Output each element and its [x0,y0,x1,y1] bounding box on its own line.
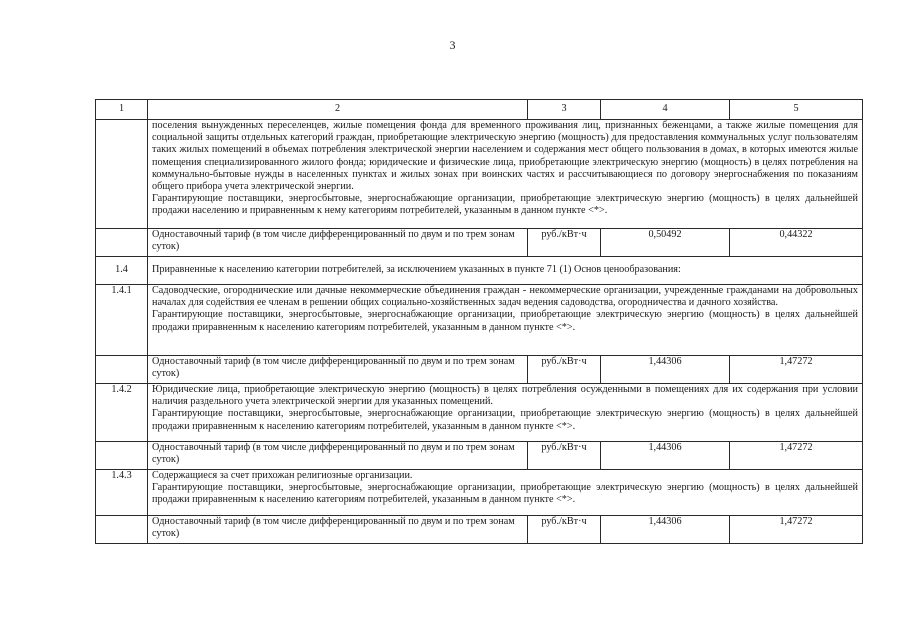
table-row [96,442,863,470]
tariff-label: Одноставочный тариф (в том числе дифференцированный по двум и по трем зонам суток) [148,356,528,384]
column-header-2: 2 [148,100,528,120]
table-row [96,120,863,229]
description-text: Содержащиеся за счет прихожан религиозные организации. [152,470,413,481]
tariff-unit: руб./кВт·ч [528,229,601,257]
item-number-cell [96,516,148,544]
tariff-unit: руб./кВт·ч [528,516,601,544]
section-heading: Приравненные к населению категории потребителей, за исключением указанных в пункте 71 (1) Основ ценообразования: [148,257,863,285]
description-text: Юридические лица, приобретающие электрическую энергию (мощность) в целях потребления осужденными в помещениях для их содержания при условии наличия раздельного учета электрической энергии для указанных помещений. [152,384,858,408]
column-header-4: 4 [601,100,730,120]
column-header-3: 3 [528,100,601,120]
tariff-value-first-half: 1,44306 [601,442,730,470]
tariff-value-second-half: 1,47272 [730,442,863,470]
tariff-value-second-half: 1,47272 [730,356,863,384]
table-row [96,229,863,257]
description-text: поселения вынужденных переселенцев, жилые помещения фонда для временного проживания лиц, признанных беженцами, а также жилые помещения для социальной защиты отдельных категорий граждан, приобретающие электрическую энергию (мощность) для предоставления коммунальных услуг пользователям таких жилых помещений в объемах потребления электрической энергии населением и содержания мест общего пользования в домах, в которых имеются жилые помещения специализированного жилого фонда; юридические и физические лица, приобретающие электрическую энергию (мощность) в целях потребления на коммунально-бытовые нужды в населенных пунктах и жилых зонах при воинских частях и рассчитывающиеся по договору энергоснабжения по показаниям общего прибора учета электрической энергии. [152,120,858,193]
table-row [96,470,863,516]
tariff-value-second-half: 0,44322 [730,229,863,257]
item-number-cell [96,442,148,470]
table-row [96,516,863,544]
tariff-unit: руб./кВт·ч [528,442,601,470]
column-header-5: 5 [730,100,863,120]
tariff-label: Одноставочный тариф (в том числе дифференцированный по двум и по трем зонам суток) [148,442,528,470]
column-header-1: 1 [96,100,148,120]
item-number-cell [96,120,148,229]
tariff-value-second-half: 1,47272 [730,516,863,544]
tariff-unit: руб./кВт·ч [528,356,601,384]
item-number-cell: 1.4.2 [96,384,148,442]
tariff-label: Одноставочный тариф (в том числе дифференцированный по двум и по трем зонам суток) [148,229,528,257]
description-text: Гарантирующие поставщики, энергосбытовые, энергоснабжающие организации, приобретающие электрическую энергию (мощность) в целях дальнейшей продажи приравненным к населению категориям потребителей, указанным в данном пункте <*>. [152,482,858,506]
description-text: Садоводческие, огороднические или дачные некоммерческие объединения граждан - некоммерческие организации, учрежденные гражданами на добровольных началах для содействия ее членам в решении общих социально-хозяйственных задач ведения садоводства, огородничества и дачного хозяйства. [152,285,858,309]
table-row [96,257,863,285]
tariff-value-first-half: 1,44306 [601,356,730,384]
tariff-value-first-half: 1,44306 [601,516,730,544]
item-number-cell [96,356,148,384]
item-number-cell: 1.4.3 [96,470,148,516]
description-cell [148,470,863,516]
tariff-table [95,99,863,544]
description-cell [148,120,863,229]
tariff-value-first-half: 0,50492 [601,229,730,257]
tariff-label: Одноставочный тариф (в том числе дифференцированный по двум и по трем зонам суток) [148,516,528,544]
item-number-cell [96,229,148,257]
description-text: Гарантирующие поставщики, энергосбытовые, энергоснабжающие организации, приобретающие электрическую энергию (мощность) в целях дальнейшей продажи приравненным к населению категориям потребителей, указанным в данном пункте <*>. [152,309,858,333]
table-row [96,285,863,356]
description-text: Гарантирующие поставщики, энергосбытовые, энергоснабжающие организации, приобретающие электрическую энергию (мощность) в целях дальнейшей продажи приравненным к населению категориям потребителей, указанным в данном пункте <*>. [152,408,858,432]
table-header-row [96,100,863,120]
item-number-cell: 1.4.1 [96,285,148,356]
description-cell [148,285,863,356]
description-cell [148,384,863,442]
table-row [96,356,863,384]
description-text: Гарантирующие поставщики, энергосбытовые, энергоснабжающие организации, приобретающие электрическую энергию (мощность) в целях дальнейшей продажи населению и приравненным к нему категориям потребителей, указанным в данном пункте <*>. [152,193,858,217]
item-number-cell: 1.4 [96,257,148,285]
table-row [96,384,863,442]
page-number: 3 [449,38,456,52]
